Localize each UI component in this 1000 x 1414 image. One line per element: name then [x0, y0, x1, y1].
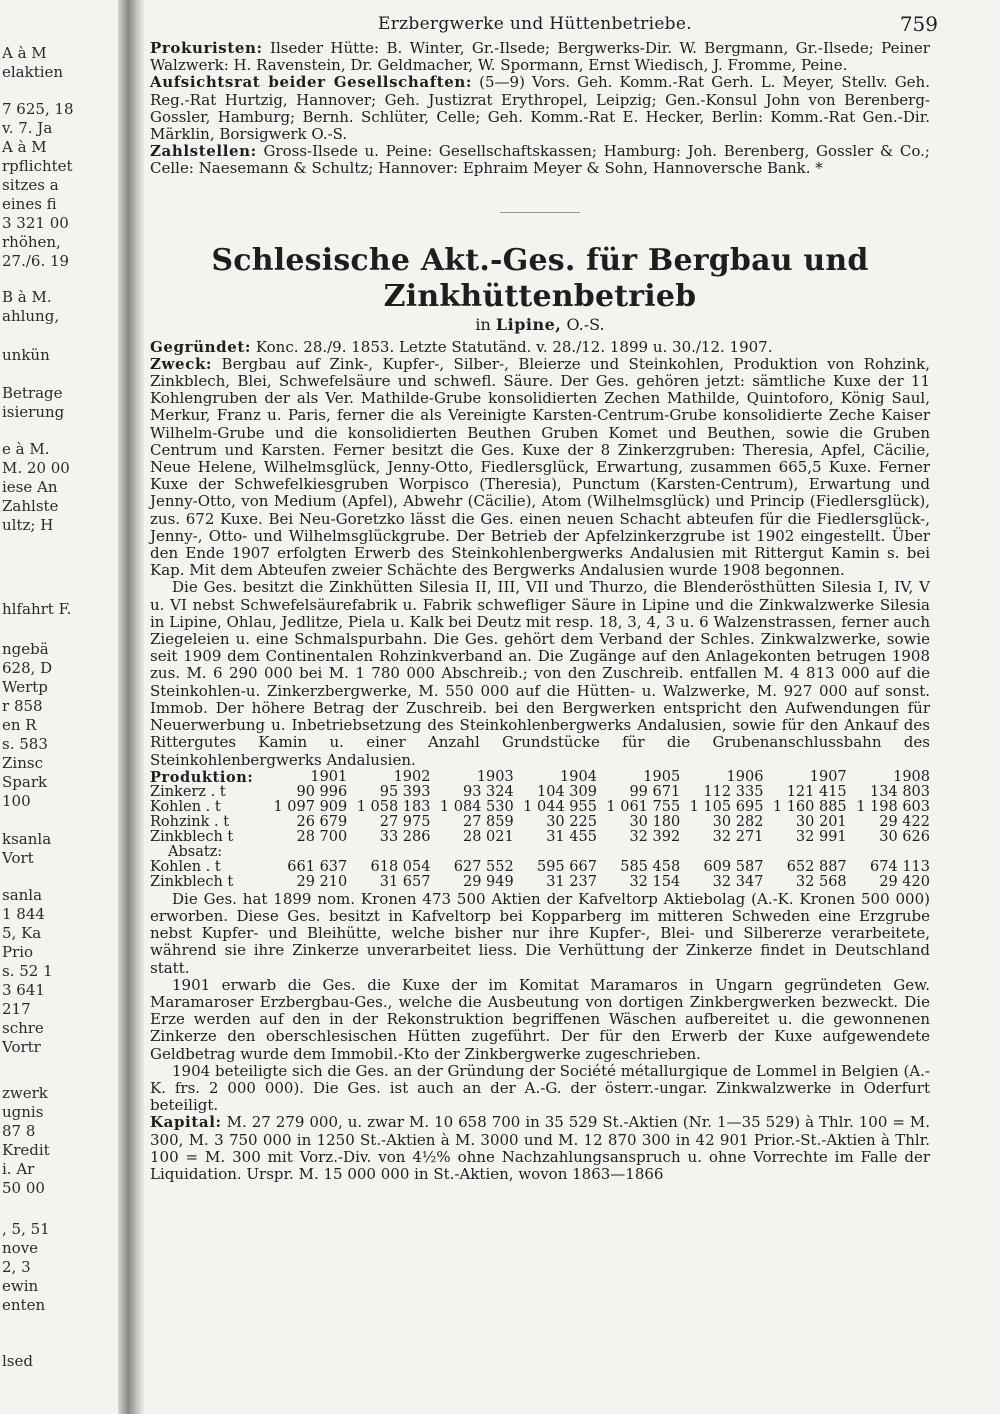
- margin-fragment: , 5, 51: [2, 1220, 50, 1238]
- margin-fragment: iese An: [2, 478, 58, 496]
- table-cell: 29 420: [879, 873, 930, 890]
- table-cell: 28 021: [462, 828, 514, 845]
- table-cell: 31 237: [546, 873, 597, 890]
- zahlstellen-label: Zahlstellen:: [150, 142, 257, 161]
- margin-fragment: ksanla: [2, 830, 52, 848]
- table-cell: 30 282: [712, 813, 764, 830]
- margin-fragment: ugnis: [2, 1103, 44, 1121]
- table-cell: 595 667: [536, 858, 597, 875]
- margin-fragment: Zahlste: [2, 497, 59, 515]
- row-label: Kohlen . t: [150, 798, 221, 815]
- margin-fragment: ngebä: [2, 640, 49, 658]
- table-cell: 26 679: [296, 813, 348, 830]
- table-cell: 1 084 530: [439, 798, 514, 815]
- margin-fragment: Vort: [2, 849, 34, 867]
- margin-fragment: Wertp: [2, 678, 48, 696]
- margin-fragment: lsed: [2, 1352, 33, 1370]
- margin-fragment: rpflichtet: [2, 157, 73, 175]
- table-cell: 30 626: [879, 828, 930, 845]
- year-header: 1908: [893, 768, 930, 785]
- margin-fragment: 7 625, 18: [2, 100, 74, 118]
- aufsichtsrat-paragraph: [150, 74, 930, 143]
- table-cell: 1 160 885: [772, 798, 847, 815]
- zahlstellen-text: Gross-Ilsede u. Peine: Gesellschaftskassen; Hamburg: Joh. Berenberg, Gossler & Co.; Celle: Naesemann & Schultz; Hannover: Ephraim Meyer & Sohn, Hannoversche Bank. *: [150, 142, 930, 178]
- margin-fragment: Vortr: [2, 1038, 41, 1056]
- margin-fragment: eines fi: [2, 195, 57, 213]
- year-header: 1907: [809, 768, 847, 785]
- table-cell: 32 392: [629, 828, 681, 845]
- table-cell: 1 198 603: [856, 798, 930, 815]
- zweck-text: Bergbau auf Zink-, Kupfer-, Silber-, Bleierze und Steinkohlen, Produktion von Rohzink, Zinkblech, Blei, Schwefelsäure und schwefl. Säure. Der Ges. gehören jetzt: sämtliche Kuxe der 11 Kohlengruben der als Ver. Mathilde-Grube konsolidierten Zechen Mathilde, Quintoforo, König Saul, Merkur, Franz u. Paris, ferner die als Vereinigte Karsten-Centrum-Grube konsolidierte Zeche Kaiser Wilhelm-Grube und die konsolidierten Beuthen Gruben Komet und Beuthen, sowie die Gruben Centrum und Karsten. Ferner besitzt die Ges. Kuxe der 8 Zinkerzgruben: Theresia, Apfel, Cäcilie, Neue Helene, Wilhelmsglück, Jenny-Otto, Fiedlersglück, Erwartung, zusammen 665,5 Kuxe. Ferner Kuxe der Schwefelkiesgruben Worpisco (Theresia), Punctum (Karsten-Centrum), Erwartung und Jenny-Otto, von Medium (Apfel), Abwehr (Cäcilie), Atom (Wilhelmsglück) und Princip (Fiedlersglück), zus. 672 Kuxe. Bei Neu-Goretzko lässt die Ges. einen neuen Schacht abteufen für die Fiedlersglück-, Jenny-, Otto- und Wilhelmsglückgrube. Der Betrieb der Apfelzinkerzgrube ist 1902 eingestellt. Über den Ende 1907 erfolgten Erwerb des Steinkohlenbergwerks Andalusien mit Rittergut Kamin s. bei Kap. Mit dem Abteufen zweier Schächte des Bergwerks Andalusien wurde 1908 begonnen.: [150, 354, 930, 580]
- prokuristen-paragraph: [150, 40, 930, 74]
- margin-fragment: sitzes a: [2, 176, 59, 194]
- table-cell: 1 097 909: [273, 798, 348, 815]
- margin-fragment: M. 20 00: [2, 459, 70, 477]
- running-header: [150, 10, 938, 40]
- table-cell: 31 657: [379, 873, 431, 890]
- table-row: [150, 815, 930, 830]
- table-cell: 30 180: [629, 813, 681, 830]
- maramaros-paragraph: 1901 erwarb die Ges. die Kuxe der im Komitat Maramaros in Ungarn gegründeten Gew. Maramaroser Erzbergbau-Ges., welche die Ausbeutung von dortigen Zinkbergwerken bezweckt. Die Erze werden auf den in der Rekonstruktion begriffenen Wäschen aufbereitet u. die gewonnenen Zinkerze den oberschlesischen Hütten zugeführt. Der für den Erwerb der Kuxe aufgewendete Geldbetrag wurde dem Immobil.-Kto der Zinkbergwerke zugeschrieben.: [150, 975, 930, 1063]
- margin-fragment: Kredit: [2, 1141, 50, 1159]
- margin-fragment: Betrage: [2, 384, 63, 402]
- zahlstellen-paragraph: [150, 143, 930, 177]
- facilities-paragraph: Die Ges. besitzt die Zinkhütten Silesia II, III, VII und Thurzo, die Blenderösthütten Silesia I, IV, V u. VI nebst Schwefelsäurefabrik u. Fabrik schwefliger Säure in Lipine und die Zinkwalzwerke Silesia in Lipine, Ohlau, Jedlitze, Piela u. Kalk bei Deutz mit resp. 18, 3, 4, 3 u. 6 Walzenstrassen, ferner auch Ziegeleien u. eine Schmalspurbahn. Die Ges. gehört dem Verband der Schles. Zinkwalzwerke, sowie seit 1909 dem Continentalen Rohzinkverband an. Die Zugänge auf den Anlagekonten betrugen 1908 zus. M. 6 290 000 bei M. 1 780 000 Abschreib.; von den Zuschreib. entfallen M. 4 813 000 auf die Steinkohlen-u. Zinkerzbergwerke, M. 550 000 auf die Hütten- u. Walzwerke, M. 927 000 auf sonst. Immob. Der höhere Betrag der Zuschreib. bei den Bergwerken entspricht den Aufwendungen für Neuerwerbung u. Inbetriebsetzung des Steinkohlenbergwerks Andalusien, sowie für den Ankauf des Rittergutes Kamin u. einer Anzahl Grundstücke für die Grubenanschlussbahn des Steinkohlenbergwerks Andalusien.: [150, 578, 930, 769]
- zweck-label: Zweck:: [150, 354, 213, 373]
- aufsichtsrat-text: (5—9) Vors. Geh. Komm.-Rat Gerh. L. Meyer, Stellv. Geh. Reg.-Rat Hurtzig, Hannover; Geh. Justizrat Erythropel, Leipzig; Gen.-Konsul John von Berenberg-Gossler, Hamburg; Bernh. Schlüter, Celle; Geh. Komm.-Rat E. Hecker, Berlin: Komm.-Rat Gen.-Dir. Märklin, Borsigwerk O.-S.: [150, 73, 930, 144]
- table-cell: 32 568: [795, 873, 847, 890]
- table-cell: 674 113: [870, 858, 930, 875]
- margin-fragment: en R: [2, 716, 37, 734]
- location-name: Lipine,: [495, 314, 562, 334]
- gegruendet-label: Gegründet:: [150, 337, 252, 356]
- running-header-title: Erzbergwerke und Hüttenbetriebe.: [378, 14, 692, 34]
- margin-fragment: e à M.: [2, 440, 50, 458]
- book-binding-shadow: [118, 0, 144, 1414]
- margin-fragment: v. 7. Ja: [2, 119, 53, 137]
- table-cell: 27 859: [462, 813, 514, 830]
- year-header: 1901: [310, 768, 348, 785]
- year-header: 1904: [560, 768, 597, 785]
- prokuristen-label: Prokuristen:: [150, 39, 263, 57]
- table-cell: 29 949: [462, 873, 514, 890]
- year-header: 1905: [643, 768, 681, 785]
- margin-fragment: 628, D: [2, 659, 53, 677]
- margin-fragment: ahlung,: [2, 307, 60, 325]
- table-cell: 104 309: [536, 783, 597, 800]
- row-label: Rohzink . t: [150, 813, 230, 830]
- margin-fragment: s. 583: [2, 735, 48, 753]
- margin-fragment: s. 52 1: [2, 962, 53, 980]
- table-cell: 1 044 955: [523, 798, 597, 815]
- gegruendet-text: Konc. 28./9. 1853. Letzte Statutänd. v. 28./12. 1899 u. 30./12. 1907.: [255, 337, 773, 356]
- table-cell: 585 458: [620, 858, 681, 875]
- margin-fragment: isierung: [2, 403, 65, 421]
- row-label: Zinkerz . t: [150, 783, 226, 800]
- table-cell: 93 324: [462, 783, 514, 800]
- table-cell: 32 154: [629, 873, 681, 890]
- table-cell: 28 700: [296, 828, 348, 845]
- table-cell: 32 991: [795, 828, 847, 845]
- table-cell: 32 271: [712, 828, 764, 845]
- margin-fragment: 50 00: [2, 1179, 45, 1197]
- zweck-paragraph: [150, 356, 930, 580]
- margin-fragment: zwerk: [2, 1084, 48, 1102]
- margin-fragment: i. Ar: [2, 1160, 35, 1178]
- production-label: Produktion:: [150, 768, 254, 786]
- table-cell: 32 347: [712, 873, 764, 890]
- prokuristen-text: Ilseder Hütte: B. Winter, Gr.-Ilsede; Bergwerks-Dir. W. Bergmann, Gr.-Ilsede; Peiner Walzwerk: H. Ravenstein, Dr. Geldmacher, W. Spormann, Ernst Wiedisch, J. Fromme, Peine.: [150, 39, 930, 75]
- row-label: Kohlen . t: [150, 858, 221, 875]
- table-cell: 652 887: [786, 858, 847, 875]
- margin-fragment: Zinsc: [2, 754, 43, 772]
- margin-fragment: 87 8: [2, 1122, 36, 1140]
- margin-fragment: 2, 3: [2, 1258, 31, 1276]
- margin-fragment: 1 844: [2, 905, 45, 923]
- kafveltorp-paragraph: Die Ges. hat 1899 nom. Kronen 473 500 Aktien der Kafveltorp Aktiebolag (A.-K. Kronen 500 000) erworben. Diese Ges. besitzt in Kafveltorp bei Kopparberg im mitteren Schweden eine Erzgrube nebst Kupfer- und Bleihütte, welche bisher nur ihre Kupfer-, Blei- und Silbererze verarbeitete, während sie ihre Zinkerze unverarbeitet liess. Die Verhüttung der Zinkerze findet in Deutschland statt.: [150, 889, 930, 977]
- margin-fragment: nove: [2, 1239, 39, 1257]
- production-header-row: [150, 770, 930, 785]
- lommel-paragraph: 1904 beteiligte sich die Ges. an der Gründung der Société métallurgique de Lommel in Belgien (A.-K. frs. 2 000 000). Die Ges. ist auch an der A.-G. der österr.-ungar. Zinkwalzwerke in Oderfurt beteiligt.: [150, 1061, 930, 1115]
- kapital-paragraph: [150, 1114, 930, 1183]
- table-cell: 29 422: [879, 813, 930, 830]
- margin-fragment: 5, Ka: [2, 924, 42, 942]
- margin-fragment: hlfahrt F.: [2, 600, 72, 618]
- margin-fragment: enten: [2, 1296, 46, 1314]
- margin-fragment: 100: [2, 792, 31, 810]
- aufsichtsrat-label: Aufsichtsrat beider Gesellschaften:: [150, 73, 473, 92]
- table-cell: 1 105 695: [689, 798, 764, 815]
- table-row: [150, 830, 930, 845]
- left-page-margin-fragments: [0, 0, 118, 1414]
- table-cell: 33 286: [379, 828, 431, 845]
- table-cell: 661 637: [287, 858, 348, 875]
- location-prefix: in: [475, 314, 491, 334]
- table-cell: 134 803: [870, 783, 930, 800]
- table-cell: 1 058 183: [356, 798, 431, 815]
- table-cell: 29 210: [296, 873, 348, 890]
- table-cell: 95 393: [379, 783, 431, 800]
- table-row: [150, 860, 930, 875]
- margin-fragment: Spark: [2, 773, 48, 791]
- row-label: Zinkblech t: [150, 873, 234, 890]
- table-cell: 112 335: [703, 783, 764, 800]
- margin-fragment: elaktien: [2, 63, 64, 81]
- entry-separator: [500, 212, 580, 213]
- margin-fragment: B à M.: [2, 288, 52, 306]
- margin-fragment: schre: [2, 1019, 44, 1037]
- margin-fragment: rhöhen,: [2, 233, 61, 251]
- absatz-label-row: [150, 845, 930, 860]
- margin-fragment: 217: [2, 1000, 31, 1018]
- margin-fragment: sanla: [2, 886, 43, 904]
- margin-fragment: A à M: [2, 44, 47, 62]
- table-cell: 627 552: [453, 858, 514, 875]
- table-cell: 30 201: [795, 813, 847, 830]
- production-table: [150, 770, 930, 890]
- gegruendet-paragraph: [150, 339, 930, 356]
- previous-entry-tail: [150, 40, 930, 178]
- company-location: [150, 315, 930, 335]
- kapital-text: M. 27 279 000, u. zwar M. 10 658 700 in 35 529 St.-Aktien (Nr. 1—35 529) à Thlr. 100 = M. 300, M. 3 750 000 in 1250 St.-Aktien à M. 3000 und M. 12 870 300 in 42 901 Prior.-St.-Aktien à Thlr. 100 = M. 300 mit Vorz.-Div. von 4½% ohne Nachzahlungsanspruch u. ohne Vorrechte im Falle der Liquidation. Urspr. M. 15 000 000 in St.-Aktien, wovon 1863—1866: [150, 1113, 930, 1183]
- year-header: 1906: [726, 768, 764, 785]
- margin-fragment: 3 641: [2, 981, 45, 999]
- margin-fragment: A à M: [2, 138, 47, 156]
- table-row: [150, 800, 930, 815]
- table-cell: 618 054: [370, 858, 431, 875]
- page-number: 759: [899, 12, 938, 36]
- table-cell: 99 671: [629, 783, 681, 800]
- table-cell: 1 061 755: [606, 798, 681, 815]
- margin-fragment: ewin: [2, 1277, 39, 1295]
- margin-fragment: Prio: [2, 943, 34, 961]
- margin-fragment: 27./6. 19: [2, 252, 70, 270]
- page-content: [150, 10, 938, 1183]
- table-row: [150, 785, 930, 800]
- table-cell: 90 996: [296, 783, 348, 800]
- year-header: 1902: [393, 768, 431, 785]
- table-cell: 27 975: [379, 813, 431, 830]
- row-label: Zinkblech t: [150, 828, 234, 845]
- kapital-label: Kapital:: [150, 1113, 222, 1132]
- year-header: 1903: [476, 768, 514, 785]
- margin-fragment: 3 321 00: [2, 214, 69, 232]
- margin-fragment: r 858: [2, 697, 43, 715]
- table-cell: 609 587: [703, 858, 764, 875]
- margin-fragment: ultz; H: [2, 516, 54, 534]
- location-suffix: O.-S.: [566, 314, 605, 334]
- absatz-label: Absatz:: [168, 843, 223, 860]
- table-cell: 121 415: [786, 783, 847, 800]
- table-cell: 30 225: [546, 813, 597, 830]
- table-row: [150, 875, 930, 890]
- company-heading: Schlesische Akt.-Ges. für Bergbau und Zinkhüttenbetrieb: [211, 242, 869, 314]
- margin-fragment: unkün: [2, 346, 50, 364]
- table-cell: 31 455: [546, 828, 597, 845]
